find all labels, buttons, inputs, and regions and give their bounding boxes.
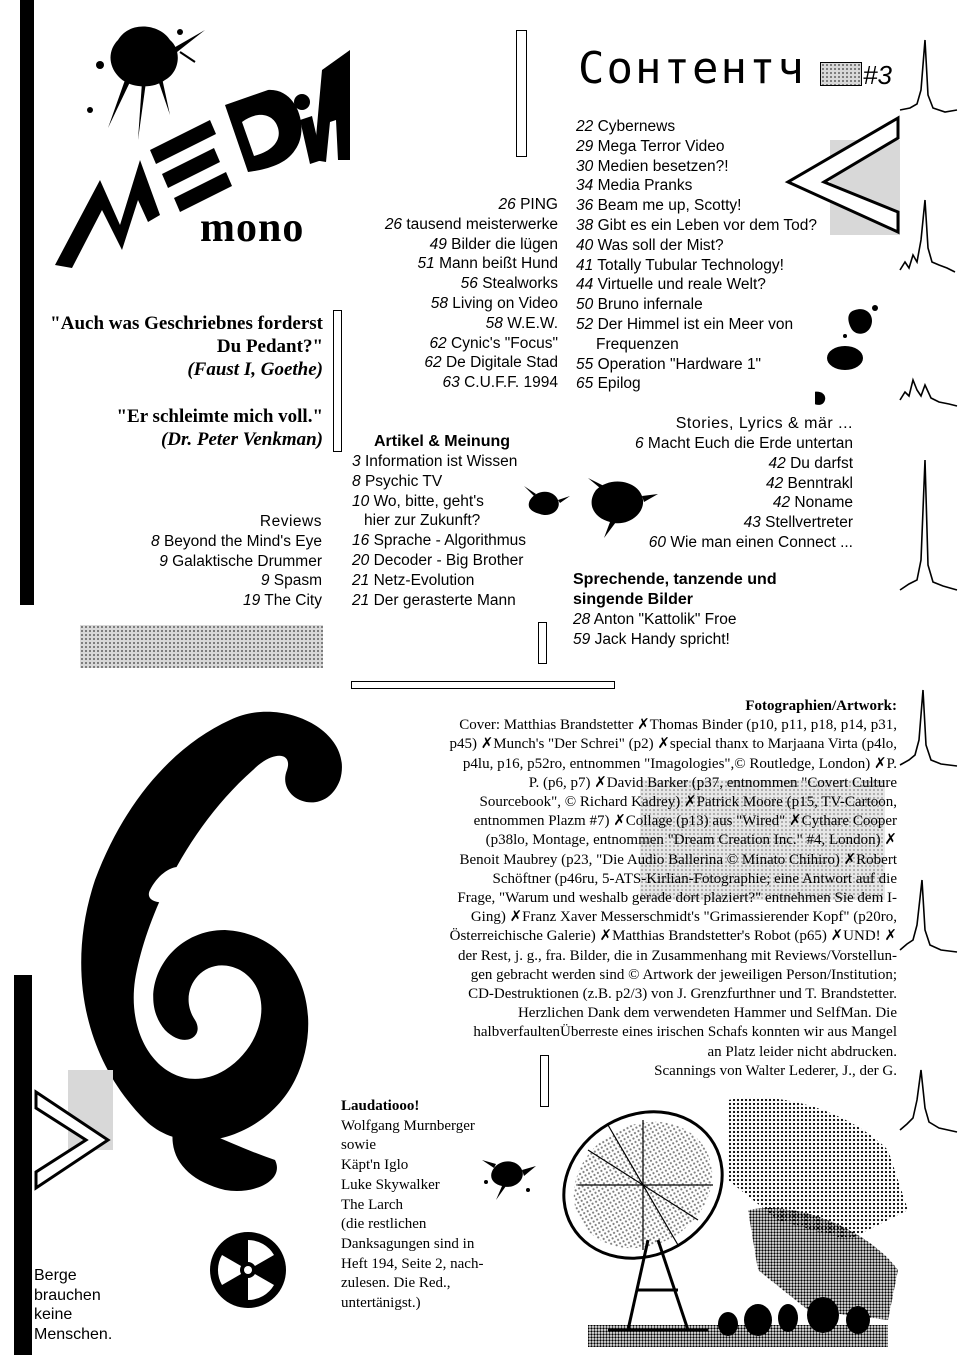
credits-line: CD-Destruktionen (z.B. p2/3) von J. Grenzfurthner und T. Brandstetter.: [468, 986, 897, 1003]
list-item: 50 Bruno infernale: [576, 296, 703, 314]
logo-mono-text: mono: [200, 205, 305, 251]
laudatio-line: Luke Skywalker: [341, 1176, 440, 1193]
halftone-box-left: [80, 625, 323, 668]
list-item: 51 Mann beißt Hund: [417, 255, 558, 273]
list-item: 30 Medien besetzen?!: [576, 157, 729, 175]
section-heading-line-2: singende Bilder: [573, 591, 694, 608]
credits-line: entnommen Plazm #7) ✗Collage (p13) aus "Wired" ✗Cythare Cooper: [473, 813, 897, 830]
credits-line: Schöftner (p46ru, 5-ATS-Kirlian-Fotographie; eine Antwort auf die: [492, 870, 897, 887]
credits-line: p4lu, p16, p52ro, entnommen "Imagologies",© Routledge, London) ✗P.: [462, 755, 897, 772]
list-item: 19 The City: [243, 592, 322, 610]
list-item: 49 Bilder die lügen: [429, 235, 558, 253]
ink-splat-small-icon: [478, 1148, 538, 1203]
credits-line: Sourcebook", © Richard Kadrey) ✗Patrick Moore (p15, TV-Cartoon,: [479, 794, 897, 811]
list-item: 55 Operation "Hardware 1": [576, 355, 762, 373]
toc-bilder: [573, 570, 863, 650]
list-item: 38 Gibt es ein Leben vor dem Tod?: [576, 216, 817, 234]
list-item: 60 Wie man einen Connect ...: [648, 533, 853, 551]
slogan-line: Menschen.: [34, 1325, 113, 1343]
list-item: 52 Der Himmel ist ein Meer von: [576, 315, 794, 333]
list-item: 63 C.U.F.F. 1994: [442, 374, 558, 392]
radiation-icon: [208, 1230, 288, 1310]
credits-line: halbverfaultenÜberreste eines irischen Schafs konnten wir aus Mangel: [473, 1024, 897, 1041]
laudatio-line: untertänigst.): [341, 1295, 421, 1312]
slogan-line: brauchen: [34, 1286, 101, 1304]
chevron-arrow-lower-graphic: [30, 1070, 115, 1195]
list-item: 41 Totally Tubular Technology!: [576, 256, 784, 274]
list-item: hier zur Zukunft?: [364, 512, 481, 530]
list-item: 34 Media Pranks: [576, 177, 693, 195]
credits-line: Cover: Matthias Brandstetter ✗Thomas Binder (p10, p11, p18, p14, p31,: [459, 717, 897, 734]
credits-line: p45) ✗Munch's "Der Schrei" (p2) ✗special thanx to Marjaana Virta (p4lo,: [449, 736, 897, 753]
ink-blob-decoration: [815, 300, 895, 410]
section-heading-line-1: Sprechende, tanzende und: [573, 571, 777, 588]
laudatio-block: [341, 1097, 521, 1314]
credits-line: Scannings von Walter Lederer, J., der G.: [654, 1062, 897, 1079]
list-item: 28 Anton "Kattolik" Froe: [573, 611, 737, 628]
list-item: 42 Noname: [772, 494, 853, 512]
toc-reviews: [60, 512, 322, 611]
list-item: 16 Sprache - Algorithmus: [352, 532, 527, 550]
laudatio-line: (die restlichen: [341, 1216, 427, 1233]
list-item: 42 Du darfst: [768, 454, 853, 472]
list-item: 6 Macht Euch die Erde untertan: [634, 435, 853, 452]
credits-heading: Fotographien/Artwork:: [745, 698, 897, 714]
bilder-vertical-bar: [538, 622, 547, 664]
list-item: 9 Spasm: [260, 572, 322, 590]
list-item: 22 Cybernews: [576, 118, 676, 135]
credits-line: an Platz leider nicht abdrucken.: [707, 1043, 897, 1060]
ink-splat-pair-icon: [520, 470, 660, 540]
quote-1-source: (Faust I, Goethe): [187, 359, 323, 380]
laudatio-line: Käpt'n Iglo: [341, 1157, 409, 1174]
list-item: 62 Cynic's "Focus": [429, 334, 558, 352]
quote-2-source: (Dr. Peter Venkman): [160, 429, 323, 450]
credits-line: Österreichische Galerie) ✗Matthias Brandstetter's Robot (p65) ✗UND! ✗: [449, 928, 897, 945]
laudatio-line: Danksagungen sind in: [341, 1235, 475, 1252]
slogan: [34, 1266, 112, 1344]
laudatio-heading: Laudatiooo!: [341, 1098, 420, 1114]
logo-letter-m: [55, 160, 160, 268]
credits-line: Ging) ✗Franz Xaver Messerschmidt's "Grimassierender Kopf" (p20ro,: [470, 909, 897, 926]
list-item: 36 Beam me up, Scotty!: [576, 197, 742, 215]
list-item: 58 W.E.W.: [485, 314, 558, 332]
title-vertical-bar: [516, 30, 527, 157]
section-heading: Artikel & Meinung: [374, 433, 511, 450]
list-item: Frequenzen: [596, 335, 679, 353]
list-item: 40 Was soll der Mist?: [576, 236, 724, 254]
laudatio-line: Wolfgang Murnberger: [341, 1117, 475, 1134]
list-item: 59 Jack Handy spricht!: [573, 630, 730, 648]
list-item: 62 De Digitale Stad: [424, 354, 558, 372]
logo-letter-e: [150, 120, 232, 212]
credits-line: Herzlichen Dank dem verwendeten Hammer und SelfMan. Die: [517, 1005, 897, 1022]
quote-1-text: "Auch was Geschriebnes forderst Du Pedant?": [50, 313, 323, 357]
quote-1: [40, 312, 323, 381]
laudatio-line: Heft 194, Seite 2, nach-: [341, 1255, 484, 1272]
slogan-line: keine: [34, 1306, 73, 1323]
page-title: Сонтентч: [578, 43, 806, 94]
ink-splat-icon: [87, 26, 205, 140]
credits-line: P. (p6, p7) ✗David Barker (p37, entnommen "Covert Culture: [528, 774, 897, 791]
list-item: 58 Living on Video: [430, 294, 558, 312]
toc-middle-column: [340, 195, 558, 393]
slogan-line: Berge: [34, 1267, 77, 1284]
section-heading: Reviews: [259, 513, 322, 530]
list-item: 21 Netz-Evolution: [352, 571, 475, 589]
list-item: 26 tausend meisterwerke: [384, 215, 558, 233]
logo-letter-a: [314, 50, 350, 162]
list-item: 56 Stealworks: [460, 275, 558, 293]
credits-line: Benoit Maubrey (p23, "Die Audio Ballerina © Minato Chihiro) ✗Robert: [459, 851, 897, 868]
satellite-dish-photo: [548, 1090, 908, 1352]
list-item: 29 Mega Terror Video: [576, 137, 725, 155]
list-item: 9 Galaktische Drummer: [159, 552, 322, 570]
credits-line: (p38lo, Montage, entnommen "Dream Creation Inc." #4, London) ✗: [485, 832, 897, 849]
credits-block: [345, 697, 897, 1081]
section-heading: Stories, Lyrics & mär ...: [675, 415, 853, 432]
quote-2-text: "Er schleimte mich voll.": [116, 406, 323, 427]
laudatio-line: zulesen. Die Red.,: [341, 1275, 451, 1292]
credits-line: gen gebracht werden sind © Artwork der jeweiligen Person/Institution;: [470, 966, 897, 983]
list-item: 26 PING: [498, 196, 558, 213]
list-item: 10 Wo, bitte, geht's: [352, 492, 484, 510]
list-item: 20 Decoder - Big Brother: [352, 551, 524, 569]
horizontal-divider-bar: [351, 681, 615, 689]
list-item: 42 Benntrakl: [765, 474, 853, 492]
credits-line: der Rest, j. g., fra. Bilder, die in Zusammenhang mit Reviews/Vorstellun-: [457, 947, 897, 964]
credits-line: Frage, "Warum und weshalb gerade dort plaziert?" entnehmen Sie dem I-: [457, 890, 897, 907]
laudatio-line: The Larch: [341, 1196, 404, 1213]
issue-halftone-box: [820, 62, 862, 86]
quote-2: [40, 405, 323, 451]
list-item: 21 Der gerasterte Mann: [352, 591, 516, 609]
logo-letter-d: [225, 90, 301, 172]
list-item: 8 Beyond the Mind's Eye: [151, 532, 322, 550]
list-item: 8 Psychic TV: [352, 472, 443, 490]
list-item: 44 Virtuelle und reale Welt?: [576, 276, 766, 294]
issue-number: #3: [863, 60, 892, 90]
laudatio-line: sowie: [341, 1137, 376, 1154]
list-item: 3 Information ist Wissen: [352, 453, 518, 470]
list-item: 43 Stellvertreter: [743, 514, 853, 532]
list-item: 65 Epilog: [576, 375, 641, 393]
